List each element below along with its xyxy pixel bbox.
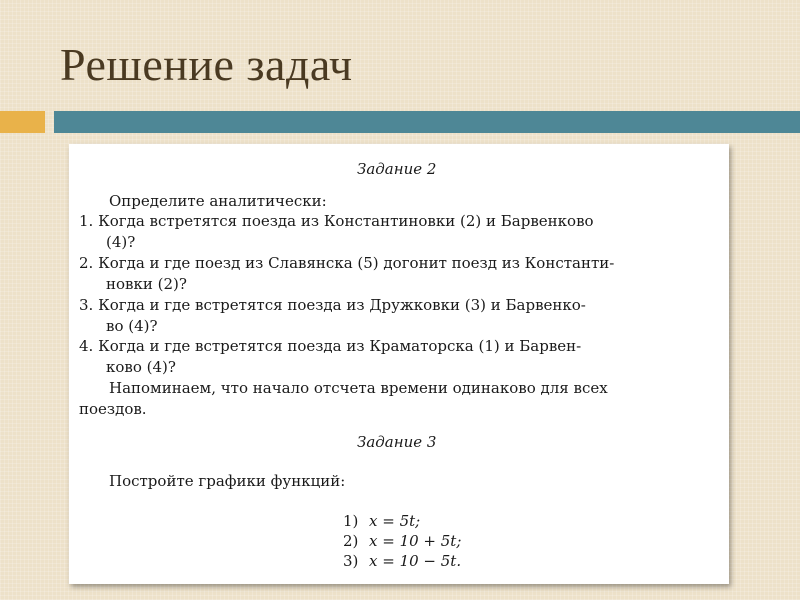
task2-line: (4)? <box>106 233 136 251</box>
task3-heading: Задание 3 <box>357 433 437 451</box>
task3-formula: x = 10 − 5t. <box>369 552 462 570</box>
task2-line: новки (2)? <box>106 275 187 293</box>
task2-line: 2. Когда и где поезд из Славянска (5) догонит поезд из Константи- <box>79 254 615 272</box>
task2-line: 3. Когда и где встретятся поезда из Дружковки (3) и Барвенко- <box>79 296 586 314</box>
task3-item-number: 1) <box>343 512 359 530</box>
scanned-textbook-page <box>69 144 729 584</box>
slide-title: Решение задач <box>60 39 353 90</box>
task2-line: 4. Когда и где встретятся поезда из Краматорска (1) и Барвен- <box>79 337 582 355</box>
task2-intro: Определите аналитически: <box>109 192 327 210</box>
accent-bar-right <box>54 111 800 133</box>
task2-note: Напоминаем, что начало отсчета времени одинаково для всех <box>109 379 608 397</box>
task3-item-number: 3) <box>343 552 359 570</box>
task3-formula: x = 5t; <box>369 512 421 530</box>
task3-intro: Постройте графики функций: <box>109 472 346 490</box>
task2-heading: Задание 2 <box>357 160 437 178</box>
task2-note: поездов. <box>79 400 147 418</box>
task3-formula: x = 10 + 5t; <box>369 532 462 550</box>
task2-line: во (4)? <box>106 317 158 335</box>
task3-item-number: 2) <box>343 532 359 550</box>
accent-bar-left <box>0 111 45 133</box>
task2-line: 1. Когда встретятся поезда из Константиновки (2) и Барвенково <box>79 212 594 230</box>
task2-line: ково (4)? <box>106 358 176 376</box>
